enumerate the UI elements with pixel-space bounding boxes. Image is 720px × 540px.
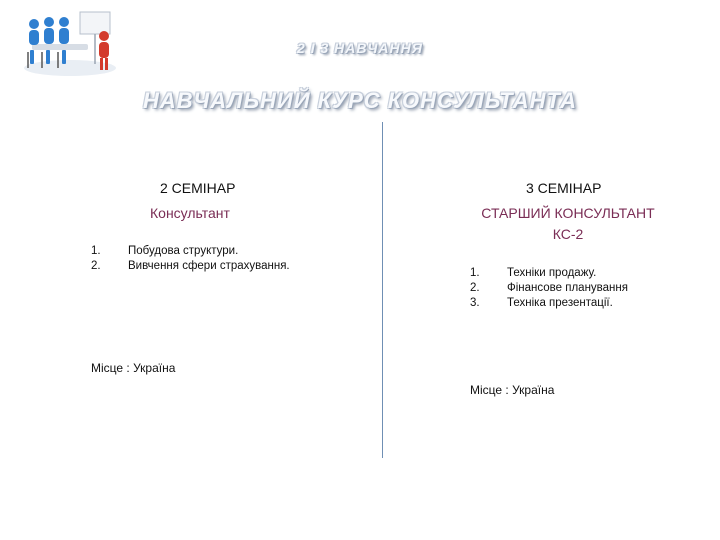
list-item: 2. Вивчення сфери страхування. — [91, 260, 290, 272]
right-location: Місце : Україна — [470, 383, 555, 397]
right-seminar-title: 3 СЕМІНАР — [526, 180, 602, 196]
section-subtitle: 2 І 3 НАВЧАННЯ — [297, 40, 423, 56]
list-item: 3. Техніка презентації. — [470, 297, 613, 309]
left-role: Консультант — [150, 205, 230, 221]
left-location: Місце : Україна — [91, 361, 176, 375]
page-title: НАВЧАЛЬНИЙ КУРС КОНСУЛЬТАНТА — [142, 88, 578, 113]
list-item: 2. Фінансове планування — [470, 282, 628, 294]
left-topics-list — [91, 244, 290, 274]
list-item: 1. Техніки продажу. — [470, 267, 597, 279]
column-divider — [382, 122, 383, 458]
right-role: СТАРШИЙ КОНСУЛЬТАНТ КС-2 — [481, 205, 655, 242]
right-topics-list — [470, 266, 628, 311]
left-seminar-title: 2 СЕМІНАР — [160, 180, 236, 196]
list-item: 1. Побудова структури. — [91, 245, 239, 257]
